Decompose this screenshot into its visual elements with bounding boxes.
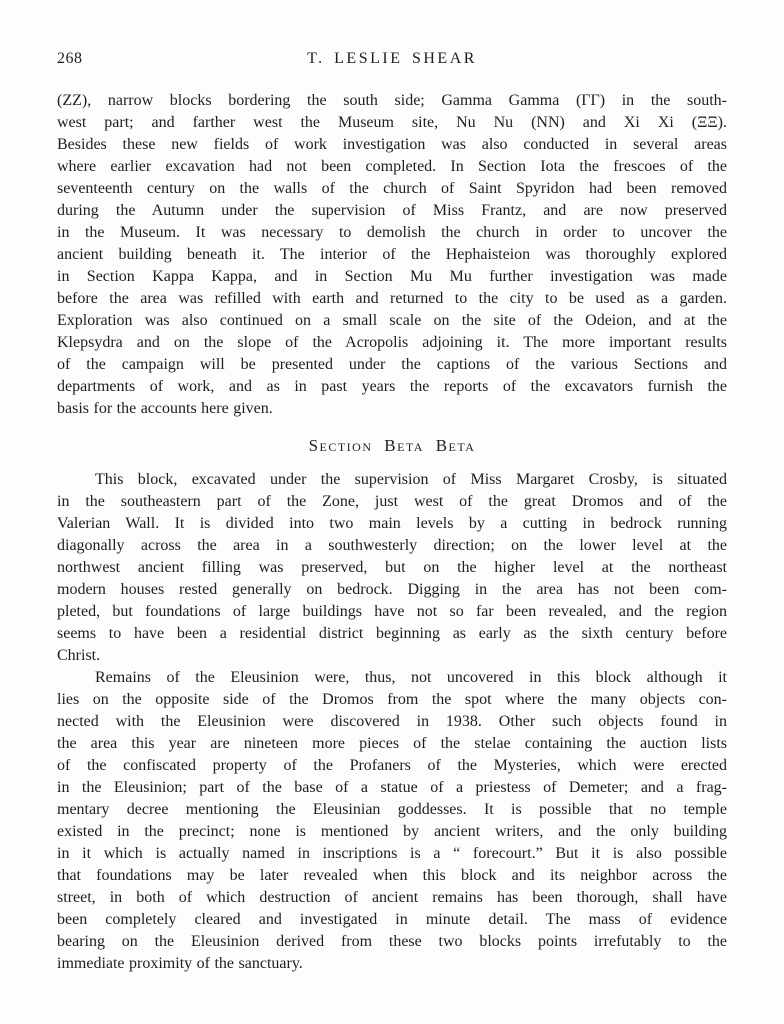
- text-line: (ZZ), narrow blocks bordering the south side; Gamma Gamma (ΓΓ) in the south-: [57, 92, 727, 109]
- text-line: northwest ancient filling was preserved, but on the higher level at the northeast: [57, 559, 727, 576]
- text-line: This block, excavated under the supervision of Miss Margaret Crosby, is situated: [95, 471, 727, 488]
- running-header: [57, 50, 727, 74]
- section-heading: Section Beta Beta: [308, 436, 476, 455]
- body-text: [57, 90, 727, 975]
- text-line: before the area was refilled with earth and returned to the city to be used as a garden.: [57, 290, 727, 307]
- text-line: Exploration was also continued on a small scale on the site of the Odeion, and at the: [57, 312, 727, 329]
- text-line: ancient building beneath it. The interior of the Hephaisteion was thoroughly explored: [57, 246, 727, 263]
- text-line: where earlier excavation had not been completed. In Section Iota the frescoes of the: [57, 158, 727, 175]
- text-line: Remains of the Eleusinion were, thus, not uncovered in this block although it: [95, 669, 727, 686]
- text-line: in the Museum. It was necessary to demolish the church in order to uncover the: [57, 224, 727, 241]
- text-line: modern houses rested generally on bedrock. Digging in the area has not been com-: [57, 581, 727, 598]
- text-line: of the confiscated property of the Profaners of the Mysteries, which were erected: [57, 757, 727, 774]
- text-line: bearing on the Eleusinion derived from these two blocks points irrefutably to the: [57, 933, 727, 950]
- text-line: of the campaign will be presented under the captions of the various Sections and: [57, 356, 727, 373]
- text-line: immediate proximity of the sanctuary.: [57, 955, 303, 972]
- text-line: diagonally across the area in a southwesterly direction; on the lower level at the: [57, 537, 727, 554]
- text-line: that foundations may be later revealed when this block and its neighbor across the: [57, 867, 727, 884]
- text-line: lies on the opposite side of the Dromos from the spot where the many objects con-: [57, 691, 727, 708]
- text-line: the area this year are nineteen more pieces of the stelae containing the auction lists: [57, 735, 727, 752]
- text-line: during the Autumn under the supervision of Miss Frantz, and are now preserved: [57, 202, 727, 219]
- text-line: Valerian Wall. It is divided into two main levels by a cutting in bedrock running: [57, 515, 727, 532]
- text-line: west part; and farther west the Museum site, Nu Nu (NN) and Xi Xi (ΞΞ).: [57, 114, 727, 131]
- text-line: in Section Kappa Kappa, and in Section Mu Mu further investigation was made: [57, 268, 727, 285]
- text-line: Klepsydra and on the slope of the Acropolis adjoining it. The more important results: [57, 334, 727, 351]
- text-line: mentary decree mentioning the Eleusinian goddesses. It is possible that no temple: [57, 801, 727, 818]
- paragraph-section-beta-1: [57, 469, 727, 667]
- text-line: existed in the precinct; none is mentioned by ancient writers, and the only building: [57, 823, 727, 840]
- text-line: seventeenth century on the walls of the church of Saint Spyridon had been removed: [57, 180, 727, 197]
- text-line: basis for the accounts here given.: [57, 400, 273, 417]
- text-line: pleted, but foundations of large buildings have not so far been revealed, and the region: [57, 603, 727, 620]
- text-line: seems to have been a residential district beginning as early as the sixth century before: [57, 625, 727, 642]
- text-line: been completely cleared and investigated in minute detail. The mass of evidence: [57, 911, 727, 928]
- text-line: in it which is actually named in inscriptions is a “ forecourt.” But it is also possible: [57, 845, 727, 862]
- text-line: Besides these new fields of work investigation was also conducted in several areas: [57, 136, 727, 153]
- running-title: T. LESLIE SHEAR: [307, 50, 477, 67]
- text-line: Christ.: [57, 647, 101, 664]
- paragraph-section-beta-2: [57, 667, 727, 975]
- page-number: 268: [57, 50, 83, 67]
- text-line: in the southeastern part of the Zone, just west of the great Dromos and of the: [57, 493, 727, 510]
- text-line: in the Eleusinion; part of the base of a statue of a priestess of Demeter; and a frag-: [57, 779, 727, 796]
- text-line: departments of work, and as in past years the reports of the excavators furnish the: [57, 378, 727, 395]
- text-line: nected with the Eleusinion were discovered in 1938. Other such objects found in: [57, 713, 727, 730]
- paragraph-continuation: [57, 90, 727, 420]
- text-line: street, in both of which destruction of ancient remains has been thorough, shall have: [57, 889, 727, 906]
